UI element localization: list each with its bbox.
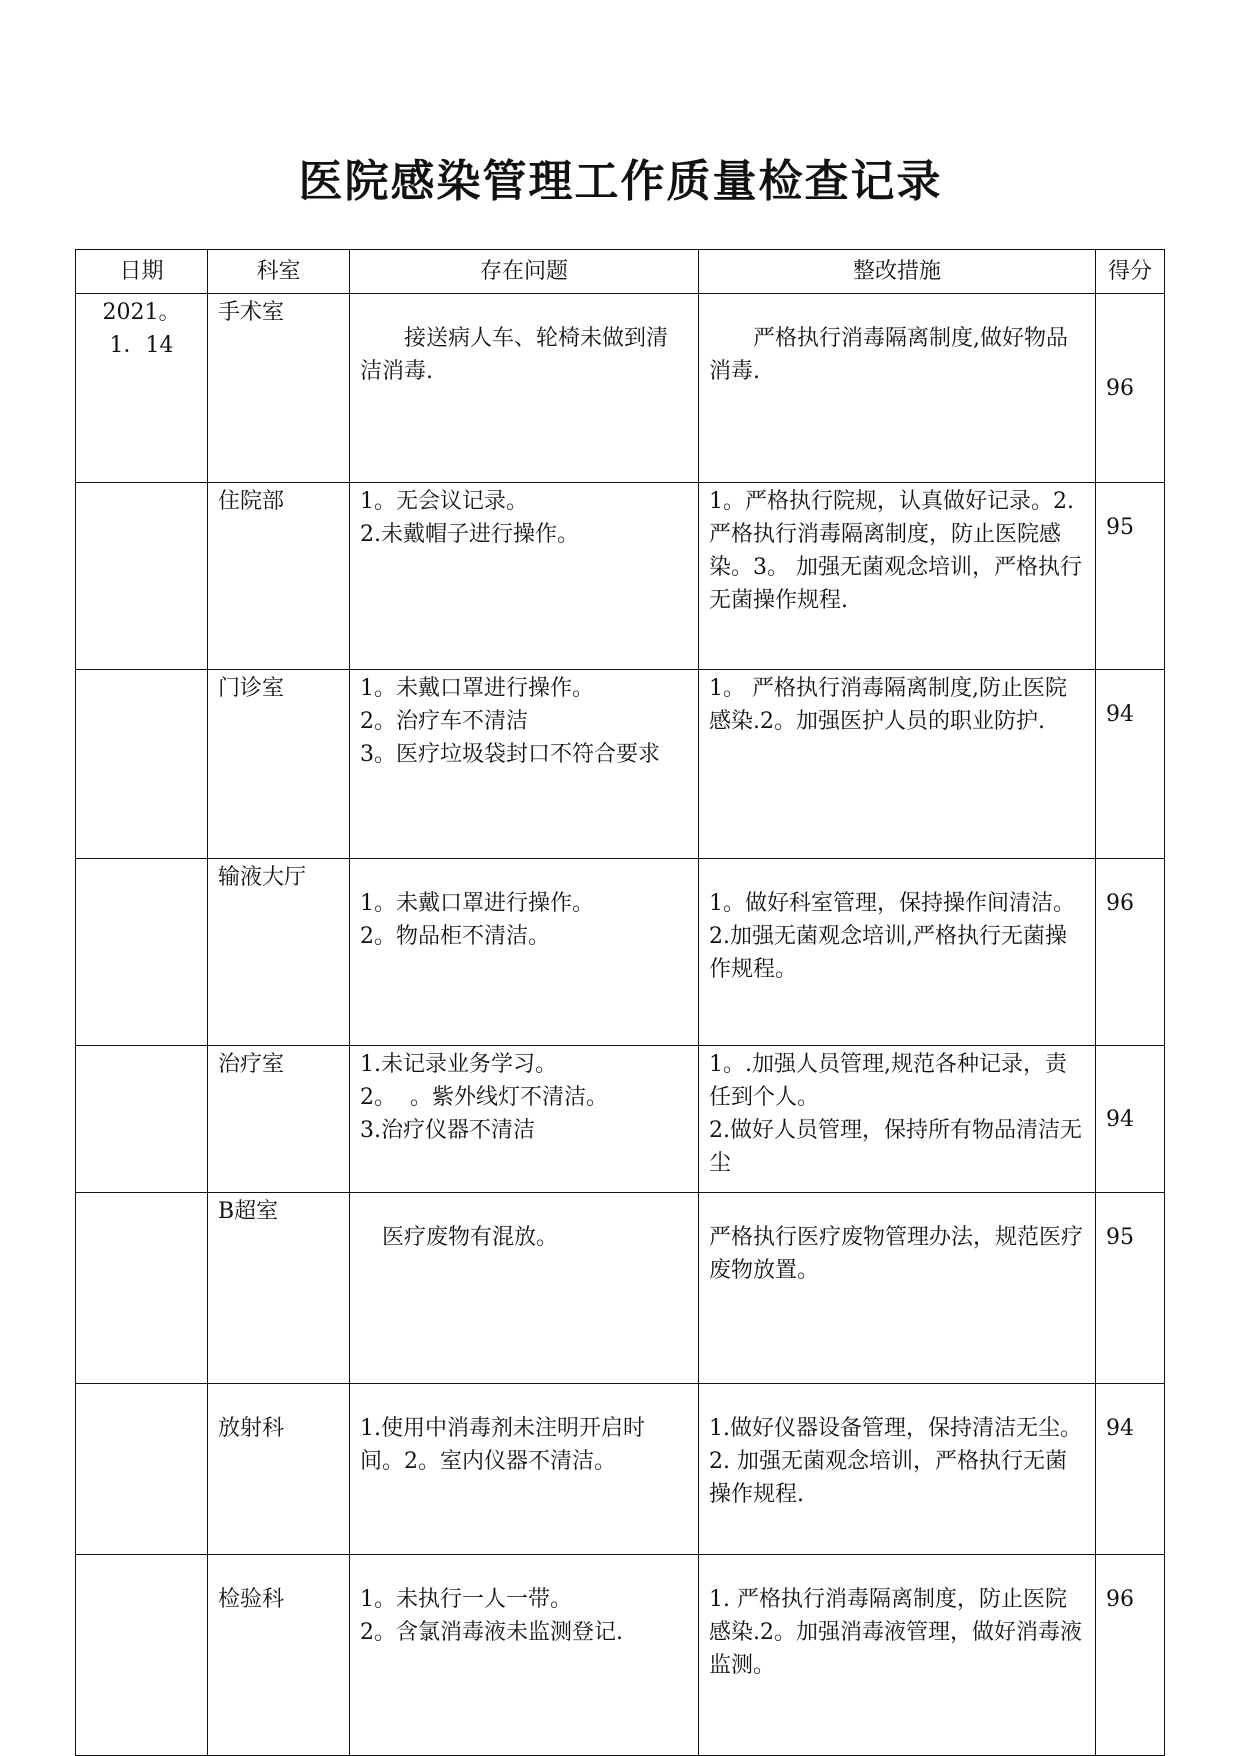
date-cell [76, 1555, 208, 1756]
measure-cell [699, 1046, 1096, 1193]
table-row [76, 670, 1165, 859]
issue-cell [350, 1384, 699, 1555]
measure-cell [699, 670, 1096, 859]
issue-cell [350, 294, 699, 483]
issue-line: 1.使用中消毒剂未注明开启时间。2。室内仪器不清洁。 [360, 1416, 645, 1474]
department-cell: B超室 [208, 1193, 350, 1384]
issue-line: 2。含氯消毒液未监测登记. [360, 1620, 623, 1645]
table-row [76, 1555, 1165, 1756]
table-row [76, 294, 1165, 483]
measure-cell [699, 1384, 1096, 1555]
measure-line: 1.做好仪器设备管理，保持清洁无尘。2. 加强无菌观念培训，严格执行无菌操作规程. [709, 1416, 1082, 1507]
table-row [76, 483, 1165, 670]
issue-line: 1。未执行一人一带。 [360, 1587, 572, 1612]
measure-line: 1。.加强人员管理,规范各种记录，责任到个人。 [709, 1052, 1067, 1110]
issue-cell [350, 483, 699, 670]
date-cell [76, 1046, 208, 1193]
issue-line: 接送病人车、轮椅未做到清洁消毒. [360, 326, 669, 384]
department-cell: 检验科 [208, 1555, 350, 1756]
header-department: 科室 [208, 250, 350, 294]
score-cell: 94 [1096, 670, 1165, 859]
issue-line: 3。医疗垃圾袋封口不符合要求 [360, 742, 660, 767]
date-cell [76, 483, 208, 670]
measure-line: 严格执行医疗废物管理办法，规范医疗废物放置。 [709, 1225, 1084, 1283]
date-cell [76, 670, 208, 859]
issue-line: 1.未记录业务学习。 [360, 1052, 557, 1077]
department-cell: 放射科 [208, 1384, 350, 1555]
issue-line: 3.治疗仪器不清洁 [360, 1118, 535, 1143]
page-title: 医院感染管理工作质量检查记录 [298, 156, 943, 207]
issue-line: 2.未戴帽子进行操作。 [360, 522, 579, 547]
measure-cell [699, 1555, 1096, 1756]
date-line: 2021。 [102, 300, 181, 325]
score-cell: 96 [1096, 859, 1165, 1046]
department-cell: 手术室 [208, 294, 350, 483]
measure-line: 1. 严格执行消毒隔离制度，防止医院感染.2。加强消毒液管理，做好消毒液监测。 [709, 1587, 1082, 1678]
score-cell: 94 [1096, 1384, 1165, 1555]
date-cell [76, 294, 208, 483]
issue-line: 医疗废物有混放。 [382, 1225, 559, 1250]
measure-line: 1。做好科室管理，保持操作间清洁。2.加强无菌观念培训,严格执行无菌操作规程。 [709, 891, 1075, 982]
issue-line: 1。未戴口罩进行操作。 [360, 891, 594, 916]
score-cell: 96 [1096, 294, 1165, 483]
issue-cell [350, 1555, 699, 1756]
header-issues: 存在问题 [350, 250, 699, 294]
department-cell: 治疗室 [208, 1046, 350, 1193]
measure-cell [699, 859, 1096, 1046]
issue-line: 2。 。紫外线灯不清洁。 [360, 1085, 608, 1110]
table-header-row [76, 250, 1165, 294]
issue-cell [350, 670, 699, 859]
date-cell [76, 1193, 208, 1384]
measure-cell [699, 294, 1096, 483]
table-row [76, 1384, 1165, 1555]
score-cell: 96 [1096, 1555, 1165, 1756]
issue-cell [350, 859, 699, 1046]
measure-line: 2.做好人员管理，保持所有物品清洁无尘 [709, 1118, 1082, 1176]
header-measures: 整改措施 [699, 250, 1096, 294]
score-cell: 95 [1096, 483, 1165, 670]
measure-cell [699, 483, 1096, 670]
issue-line: 2。治疗车不清洁 [360, 709, 528, 734]
table-row [76, 1193, 1165, 1384]
header-date: 日期 [76, 250, 208, 294]
issue-line: 1。无会议记录。 [360, 489, 528, 514]
measure-line: 1。 严格执行消毒隔离制度,防止医院感染.2。加强医护人员的职业防护. [709, 676, 1067, 734]
issue-cell [350, 1193, 699, 1384]
department-cell: 住院部 [208, 483, 350, 670]
issue-cell [350, 1046, 699, 1193]
header-score: 得分 [1096, 250, 1165, 294]
table-row [76, 859, 1165, 1046]
score-cell: 95 [1096, 1193, 1165, 1384]
measure-cell [699, 1193, 1096, 1384]
department-cell: 输液大厅 [208, 859, 350, 1046]
issue-line: 1。未戴口罩进行操作。 [360, 676, 594, 701]
inspection-record-table [75, 249, 1165, 1756]
measure-line: 1。严格执行院规，认真做好记录。2.严格执行消毒隔离制度，防止医院感染。3。 加强无菌观念培训，严格执行无菌操作规程. [709, 489, 1082, 613]
date-cell [76, 1384, 208, 1555]
measure-line: 严格执行消毒隔离制度,做好物品消毒. [709, 326, 1068, 384]
date-line: 1．14 [109, 333, 174, 358]
table-row [76, 1046, 1165, 1193]
score-cell: 94 [1096, 1046, 1165, 1193]
issue-line: 2。物品柜不清洁。 [360, 924, 550, 949]
date-cell [76, 859, 208, 1046]
department-cell: 门诊室 [208, 670, 350, 859]
